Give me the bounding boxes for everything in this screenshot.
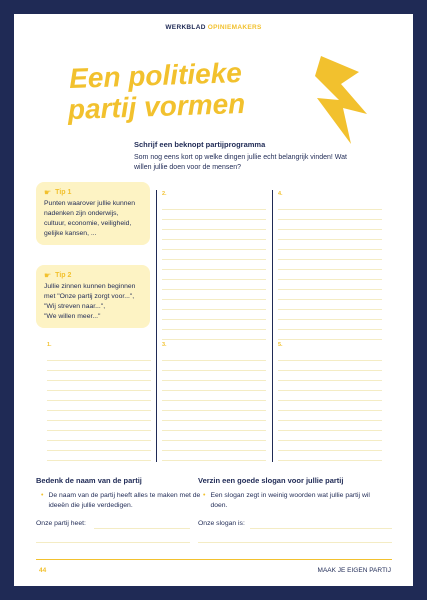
writing-area-1[interactable]	[47, 351, 151, 463]
writing-area-3[interactable]	[162, 351, 266, 463]
box-1-number: 1.	[47, 342, 52, 348]
bullet-icon: •	[41, 492, 44, 499]
pointing-hand-icon: ☛	[44, 188, 52, 197]
slogan-hint-text: Een slogan zegt in weinig woorden wat jullie partij wil doen.	[210, 492, 370, 509]
box-4-number: 4.	[278, 191, 283, 197]
party-name-answer-line[interactable]	[36, 542, 190, 543]
tip-1-box	[36, 182, 150, 245]
bullet-icon: •	[203, 492, 206, 499]
header-label: WERKBLAD	[165, 24, 206, 31]
tip-1-title: Tip 1	[55, 189, 72, 196]
program-instructions: Som nog eens kort op welke dingen jullie echt belangrijk vinden! Wat willen jullie doen voor de mensen?	[134, 154, 347, 171]
box-2-number: 2.	[162, 191, 167, 197]
slogan-heading: Verzin een goede slogan voor jullie partij	[198, 476, 344, 485]
party-name-hint-text: De naam van de partij heeft alles te maken met de ideeën die jullie verdedigen.	[48, 492, 201, 509]
slogan-hint	[203, 491, 371, 511]
header-subject: OPINIEMAKERS	[207, 24, 262, 31]
party-name-answer-line[interactable]	[94, 528, 190, 529]
page-title	[35, 56, 277, 126]
page-number: 44	[39, 567, 47, 574]
writing-area-5[interactable]	[278, 351, 382, 463]
pointing-hand-icon: ☛	[44, 271, 52, 280]
column-divider	[156, 190, 157, 462]
column-divider	[272, 190, 273, 462]
title-line-2: partij vormen	[67, 87, 246, 126]
slogan-answer-line[interactable]	[198, 542, 392, 543]
writing-area-4[interactable]	[278, 200, 382, 340]
tip-2-title: Tip 2	[55, 272, 72, 279]
program-heading: Schrijf een beknopt partijprogramma	[134, 140, 266, 149]
tip-1-text: Punten waarover jullie kunnen nadenken zijn onderwijs, cultuur, economie, veiligheid, gelijke kansen, ...	[44, 200, 136, 237]
footer-title: MAAK JE EIGEN PARTIJ	[317, 567, 391, 574]
slogan-label: Onze slogan is:	[198, 520, 245, 527]
worksheet-page	[14, 14, 413, 586]
party-name-hint	[41, 491, 209, 511]
slogan-answer-line[interactable]	[250, 528, 392, 529]
footer-divider	[36, 559, 392, 560]
tip-2-box	[36, 265, 150, 328]
party-name-label: Onze partij heet:	[36, 520, 86, 527]
writing-area-2[interactable]	[162, 200, 266, 340]
lightning-bolt-icon	[311, 54, 369, 146]
party-name-heading: Bedenk de naam van de partij	[36, 476, 142, 485]
tip-2-text: Jullie zinnen kunnen beginnen met "Onze partij zorgt voor...", "Wij streven naar...", "We willen meer..."	[44, 283, 136, 320]
box-5-number: 5.	[278, 342, 283, 348]
worksheet-header	[14, 24, 413, 31]
title-line-1: Een politieke	[68, 57, 243, 95]
box-3-number: 3.	[162, 342, 167, 348]
